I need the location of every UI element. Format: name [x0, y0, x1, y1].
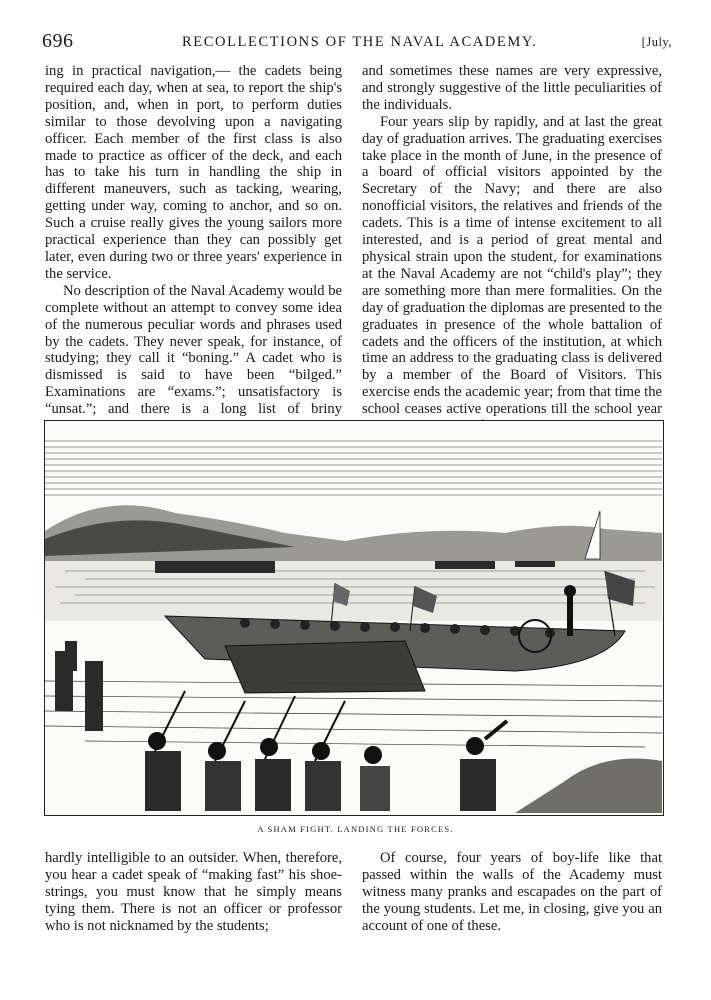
running-title: RECOLLECTIONS OF THE NAVAL ACADEMY. [182, 34, 538, 50]
page-header [42, 30, 672, 52]
paragraph: and sometimes these names are very expressive, and strongly suggestive of the little peculiarities of the individuals. [362, 63, 662, 113]
paragraph: Four years slip by rapidly, and at last the great day of graduation arrives. The graduating exercises take place in the month of June, in the presence of a board of official visitors appointed by the Secretary of the Navy; and there are also nonofficial visitors, the relatives and friends of the cadets. This is a time of intense excitement to all interested, and is a period of great mental and physical strain upon the student, for examinations at the Naval Academy are not “child's play”; they are something more than mere formalities. On the day of graduation the diplomas are presented to the graduates in presence of the whole battalion of cadets and the officers of the institution, at which time an address to the graduating class is delivered by a member of the Board of Visitors. This exercise ends the academic year; from that time the school ceases active operations till the school year [362, 113, 662, 418]
text-column-bottom-left [45, 850, 342, 935]
text-column-top-left [45, 63, 342, 452]
month-label: [July, [641, 35, 672, 49]
illustration-caption: A SHAM FIGHT. LANDING THE FORCES. [257, 824, 454, 834]
sham-fight-engraving [45, 421, 662, 814]
paragraph: No description of the Naval Academy would be complete without an attempt to convey some idea of the numerous peculiar words and phrases used by the cadets. They never speak, for instance, of studying; they call it “boning.” A cadet who is dismissed is said to have been “bilged.” Examinations are “exams.”; unsatisfactory is “unsat.”; and there is a long list of briny [45, 282, 342, 418]
text-column-top-right [362, 63, 662, 435]
paragraph: hardly intelligible to an outsider. When, therefore, you hear a cadet speak of “making fast” his shoe-strings, you must know that he simply means tying them. There is not an officer or professor who is not nicknamed by the students; [45, 850, 342, 934]
text-column-bottom-right [362, 850, 662, 935]
illustration [44, 420, 664, 816]
foreground-cadets [145, 721, 507, 811]
paragraph: ing in practical navigation,— the cadets being required each day, when at sea, to report the ship's position, and, when in port, to perform duties similar to those devolving upon a navigating officer. Each member of the first class is also made to practice as officer of the deck, and each has to take his turn in handling the ship in different maneuvers, such as tacking, wearing, getting under way, coming to anchor, and so on. Such a cruise really gives the young sailors more practical experience than they can possibly get later, even during two or three years' experience in the service. [45, 63, 342, 282]
paragraph: Of course, four years of boy-life like that passed within the walls of the Academy must witness many pranks and escapades on the part of the young students. Let me, in closing, give you an account of one of these. [362, 850, 662, 934]
page-number: 696 [42, 30, 74, 52]
